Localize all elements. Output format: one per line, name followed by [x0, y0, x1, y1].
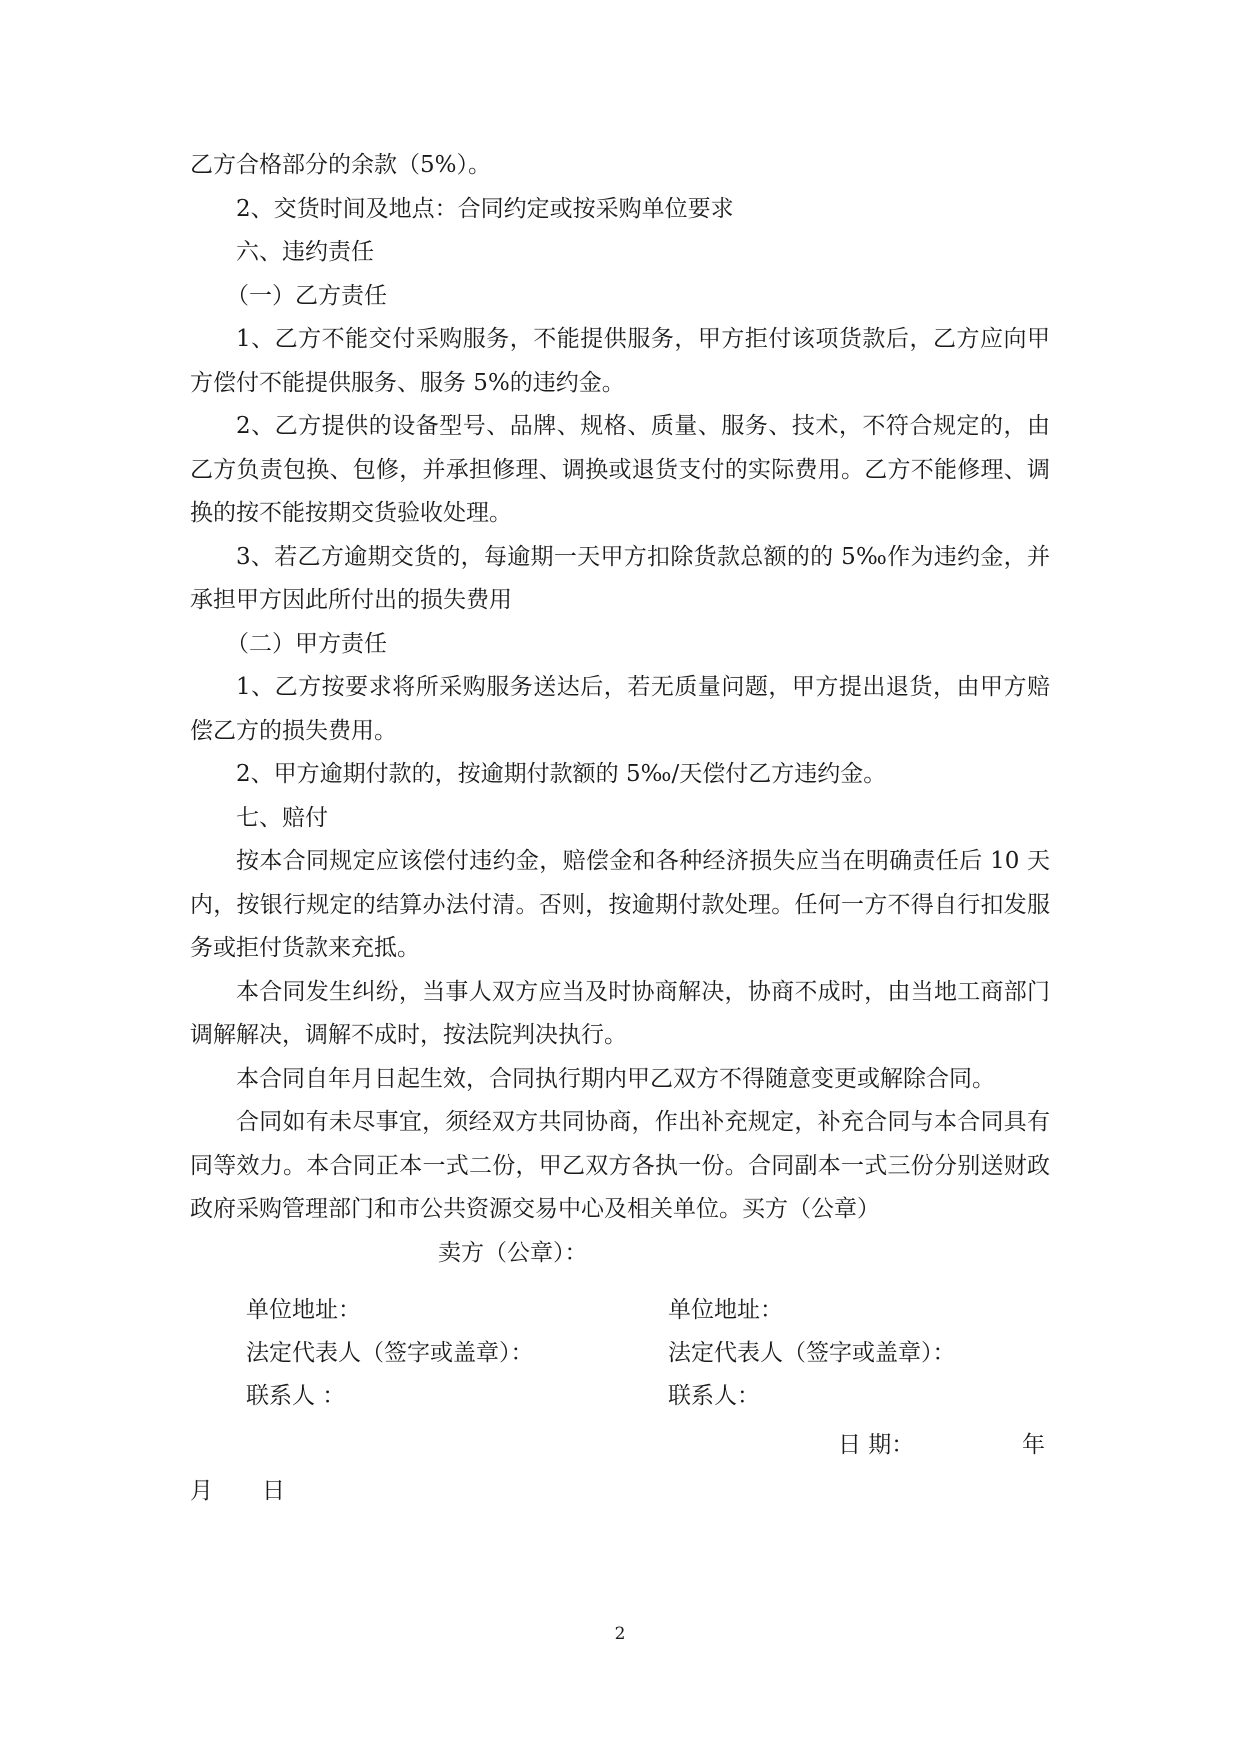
page-number: 2 — [614, 1624, 626, 1644]
paragraph-balance: 乙方合格部分的余款（5%）。 — [190, 152, 491, 178]
contract-body — [190, 144, 1050, 1275]
section-heading-compensation: 七、赔付 — [236, 804, 328, 831]
paragraph-delivery: 2、交货时间及地点：合同约定或按采购单位要求 — [236, 195, 734, 222]
paragraph-supplement: 合同如有未尽事宜，须经双方共同协商，作出补充规定，补充合同与本合同具有同等效力。本合同正本一式二份，甲乙双方各执一份。合同副本一式三份分别送财政政府采购管理部门和市公共资源交易中心及相关单位。买方（公章） — [190, 1109, 1050, 1222]
month-label: 月 — [190, 1478, 213, 1504]
day-label: 日 — [262, 1478, 285, 1504]
paragraph-party-a-2: 2、甲方逾期付款的，按逾期付款额的 5‰/天偿付乙方违约金。 — [236, 761, 887, 787]
seller-seal-label: 卖方（公章）： — [438, 1239, 588, 1266]
seller-contact-label: 联系人： — [668, 1383, 760, 1409]
buyer-address-label: 单位地址： — [246, 1297, 361, 1323]
paragraph-party-b-2: 2、乙方提供的设备型号、品牌、规格、质量、服务、技术，不符合规定的，由乙方负责包换、包修，并承担修理、调换或退货支付的实际费用。乙方不能修理、调换的按不能按期交货验收处理。 — [190, 413, 1050, 526]
year-label: 年 — [1022, 1432, 1045, 1458]
buyer-representative-label: 法定代表人（签字或盖章）： — [246, 1340, 534, 1366]
subsection-heading-party-b: （一）乙方责任 — [226, 282, 387, 309]
seller-address-label: 单位地址： — [668, 1297, 783, 1323]
seller-representative-label: 法定代表人（签字或盖章）： — [668, 1340, 956, 1366]
paragraph-dispute: 本合同发生纠纷，当事人双方应当及时协商解决，协商不成时，由当地工商部门调解解决，调解不成时，按法院判决执行。 — [190, 978, 1050, 1048]
paragraph-party-b-3: 3、若乙方逾期交货的，每逾期一天甲方扣除货款总额的的 5‰作为违约金，并承担甲方因此所付出的损失费用 — [190, 543, 1050, 613]
section-heading-breach: 六、违约责任 — [236, 239, 374, 265]
paragraph-effective: 本合同自年月日起生效，合同执行期内甲乙双方不得随意变更或解除合同。 — [236, 1065, 995, 1092]
paragraph-party-b-1: 1、乙方不能交付采购服务，不能提供服务，甲方拒付该项货款后，乙方应向甲方偿付不能提供服务、服务 5%的违约金。 — [190, 326, 1050, 396]
paragraph-party-a-1: 1、乙方按要求将所采购服务送达后，若无质量问题，甲方提出退货，由甲方赔偿乙方的损失费用。 — [190, 674, 1050, 744]
subsection-heading-party-a: （二）甲方责任 — [226, 630, 387, 657]
paragraph-compensation: 按本合同规定应该偿付违约金，赔偿金和各种经济损失应当在明确责任后 10 天内，按银行规定的结算办法付清。否则，按逾期付款处理。任何一方不得自行扣发服务或拒付货款来充抵。 — [190, 848, 1050, 961]
date-label: 日 期： — [838, 1432, 915, 1458]
buyer-contact-label: 联系人 ： — [246, 1383, 346, 1409]
